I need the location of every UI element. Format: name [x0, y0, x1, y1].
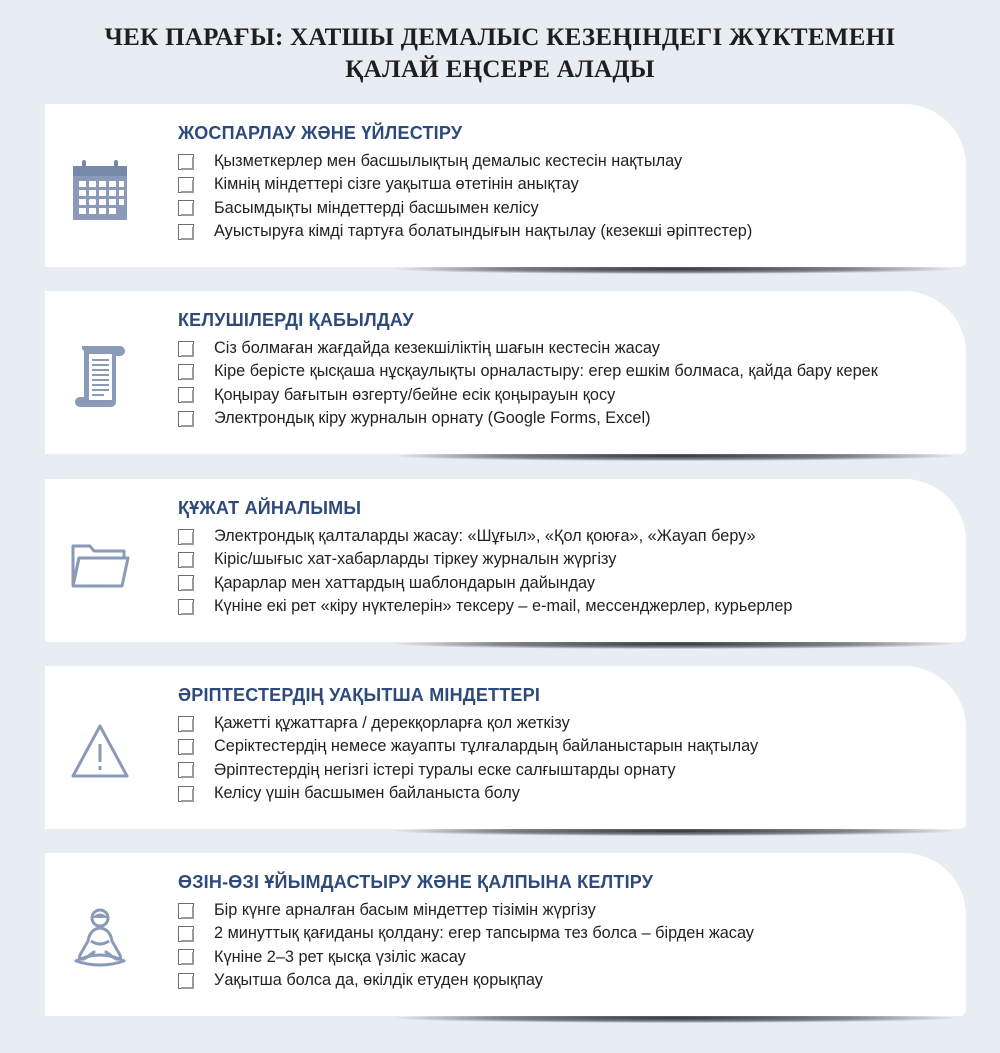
- checklist-item-text: Күніне 2–3 рет қысқа үзіліс жасау: [214, 947, 466, 966]
- section-planning: [45, 104, 966, 267]
- checklist: [178, 899, 754, 992]
- checklist-item-text: Серіктестердің немесе жауапты тұлғалардың байланыстарын нақтылау: [214, 737, 759, 756]
- checklist-item: [178, 969, 754, 992]
- checklist-item-text: Қызметкерлер мен басшылықтың демалыс кестесін нақтылау: [214, 152, 683, 171]
- checkbox[interactable]: [178, 903, 194, 919]
- checklist-item-text: Қажетті құжаттарға / дерекқорларға қол жеткізу: [214, 714, 570, 733]
- checkbox[interactable]: [178, 762, 194, 778]
- checklist-item: [178, 150, 752, 173]
- checklist-item: [178, 712, 758, 735]
- checklist-item: [178, 899, 754, 922]
- checklist: [178, 337, 878, 430]
- checkbox[interactable]: [178, 200, 194, 216]
- checklist-item-text: Ауыстыруға кімді тартуға болатындығын нақтылау (кезекші әріптестер): [214, 222, 753, 241]
- section-title: ҚҰЖАТ АЙНАЛЫМЫ: [178, 498, 362, 518]
- section-title: ӘРІПТЕСТЕРДІҢ УАҚЫТША МІНДЕТТЕРІ: [178, 685, 541, 705]
- section-title: КЕЛУШІЛЕРДІ ҚАБЫЛДАУ: [178, 310, 414, 330]
- checklist-item: [178, 525, 792, 548]
- checklist-item: [178, 759, 758, 782]
- checklist-item: [178, 572, 792, 595]
- checklist-item-text: Сіз болмаған жағдайда кезекшіліктің шағын кестесін жасау: [214, 339, 660, 358]
- checklist-item: [178, 360, 878, 383]
- section-document-flow: [45, 479, 966, 642]
- checklist-item: [178, 173, 752, 196]
- folder-icon: [70, 532, 130, 598]
- checklist-item-text: Қарарлар мен хаттардың шаблондарын дайындау: [214, 573, 596, 592]
- checkbox[interactable]: [178, 739, 194, 755]
- checklist-item-text: Электрондық қалталарды жасау: «Шұғыл», «Қол қоюға», «Жауап беру»: [214, 527, 756, 546]
- checkbox[interactable]: [178, 973, 194, 989]
- checkbox[interactable]: [178, 154, 194, 170]
- checklist-item: [178, 946, 754, 969]
- page-title-line-1: ЧЕК ПАРАҒЫ: ХАТШЫ ДЕМАЛЫС КЕЗЕҢІНДЕГІ ЖҮКТЕМЕНІ: [104, 24, 896, 51]
- checklist-item: [178, 735, 758, 758]
- checkbox[interactable]: [178, 599, 194, 615]
- page-title-line-2: ҚАЛАЙ ЕҢСЕРЕ АЛАДЫ: [345, 56, 655, 83]
- checkbox[interactable]: [178, 786, 194, 802]
- checklist-item: [178, 337, 878, 360]
- checklist-item-text: Кімнің міндеттері сізге уақытша өтетінін анықтау: [214, 175, 579, 194]
- section-title: ЖОСПАРЛАУ ЖӘНЕ ҮЙЛЕСТІРУ: [178, 123, 463, 143]
- section-visitors: [45, 291, 966, 454]
- checkbox[interactable]: [178, 926, 194, 942]
- checklist: [178, 525, 792, 618]
- checklist: [178, 712, 758, 805]
- section-title: ӨЗІН-ӨЗІ ҰЙЫМДАСТЫРУ ЖӘНЕ ҚАЛПЫНА КЕЛТІРУ: [178, 872, 654, 892]
- checkbox[interactable]: [178, 716, 194, 732]
- checkbox[interactable]: [178, 177, 194, 193]
- document-scroll-icon: [70, 342, 130, 408]
- checkbox[interactable]: [178, 224, 194, 240]
- checklist-item: [178, 220, 752, 243]
- meditation-icon: [70, 905, 130, 971]
- checkbox[interactable]: [178, 387, 194, 403]
- checklist-item-text: Күніне екі рет «кіру нүктелерін» тексеру – e-mail, мессенджерлер, курьерлер: [214, 597, 793, 616]
- checklist: [178, 150, 752, 243]
- checkbox[interactable]: [178, 575, 194, 591]
- checkbox[interactable]: [178, 411, 194, 427]
- calendar-icon: [70, 158, 130, 224]
- checklist-item-text: Келісу үшін басшымен байланыста болу: [214, 784, 520, 803]
- checklist-item-text: Басымдықты міндеттерді басшымен келісу: [214, 198, 539, 217]
- page-title: [0, 22, 1000, 86]
- section-colleague-duties: [45, 666, 966, 829]
- checkbox[interactable]: [178, 341, 194, 357]
- checklist-item: [178, 197, 752, 220]
- checklist-item-text: Әріптестердің негізгі істері туралы еске салғыштарды орнату: [214, 760, 676, 779]
- checklist-item-text: Кіре берісте қысқаша нұсқаулықты орналастыру: егер ешкім болмаса, қайда бару керек: [214, 362, 878, 381]
- checklist-item-text: Уақытша болса да, өкілдік етуден қорықпау: [214, 971, 543, 990]
- checklist-item: [178, 384, 878, 407]
- checklist-item-text: Бір күнге арналған басым міндеттер тізімін жүргізу: [214, 901, 596, 920]
- checklist-item: [178, 548, 792, 571]
- checklist-item-text: Қоңырау бағытын өзгерту/бейне есік қоңырауын қосу: [214, 385, 616, 404]
- section-self-organization: [45, 853, 966, 1016]
- checkbox[interactable]: [178, 364, 194, 380]
- checklist-item-text: 2 минуттық қағиданы қолдану: егер тапсырма тез болса – бірден жасау: [214, 924, 754, 943]
- checkbox[interactable]: [178, 529, 194, 545]
- checklist-item: [178, 407, 878, 430]
- checklist-item: [178, 595, 792, 618]
- checklist-item-text: Кіріс/шығыс хат-хабарларды тіркеу журналын жүргізу: [214, 550, 617, 569]
- warning-icon: [70, 718, 130, 784]
- checklist-item: [178, 782, 758, 805]
- checkbox[interactable]: [178, 949, 194, 965]
- checkbox[interactable]: [178, 552, 194, 568]
- checklist-item-text: Электрондық кіру журналын орнату (Google Forms, Excel): [214, 409, 651, 428]
- checklist-item: [178, 922, 754, 945]
